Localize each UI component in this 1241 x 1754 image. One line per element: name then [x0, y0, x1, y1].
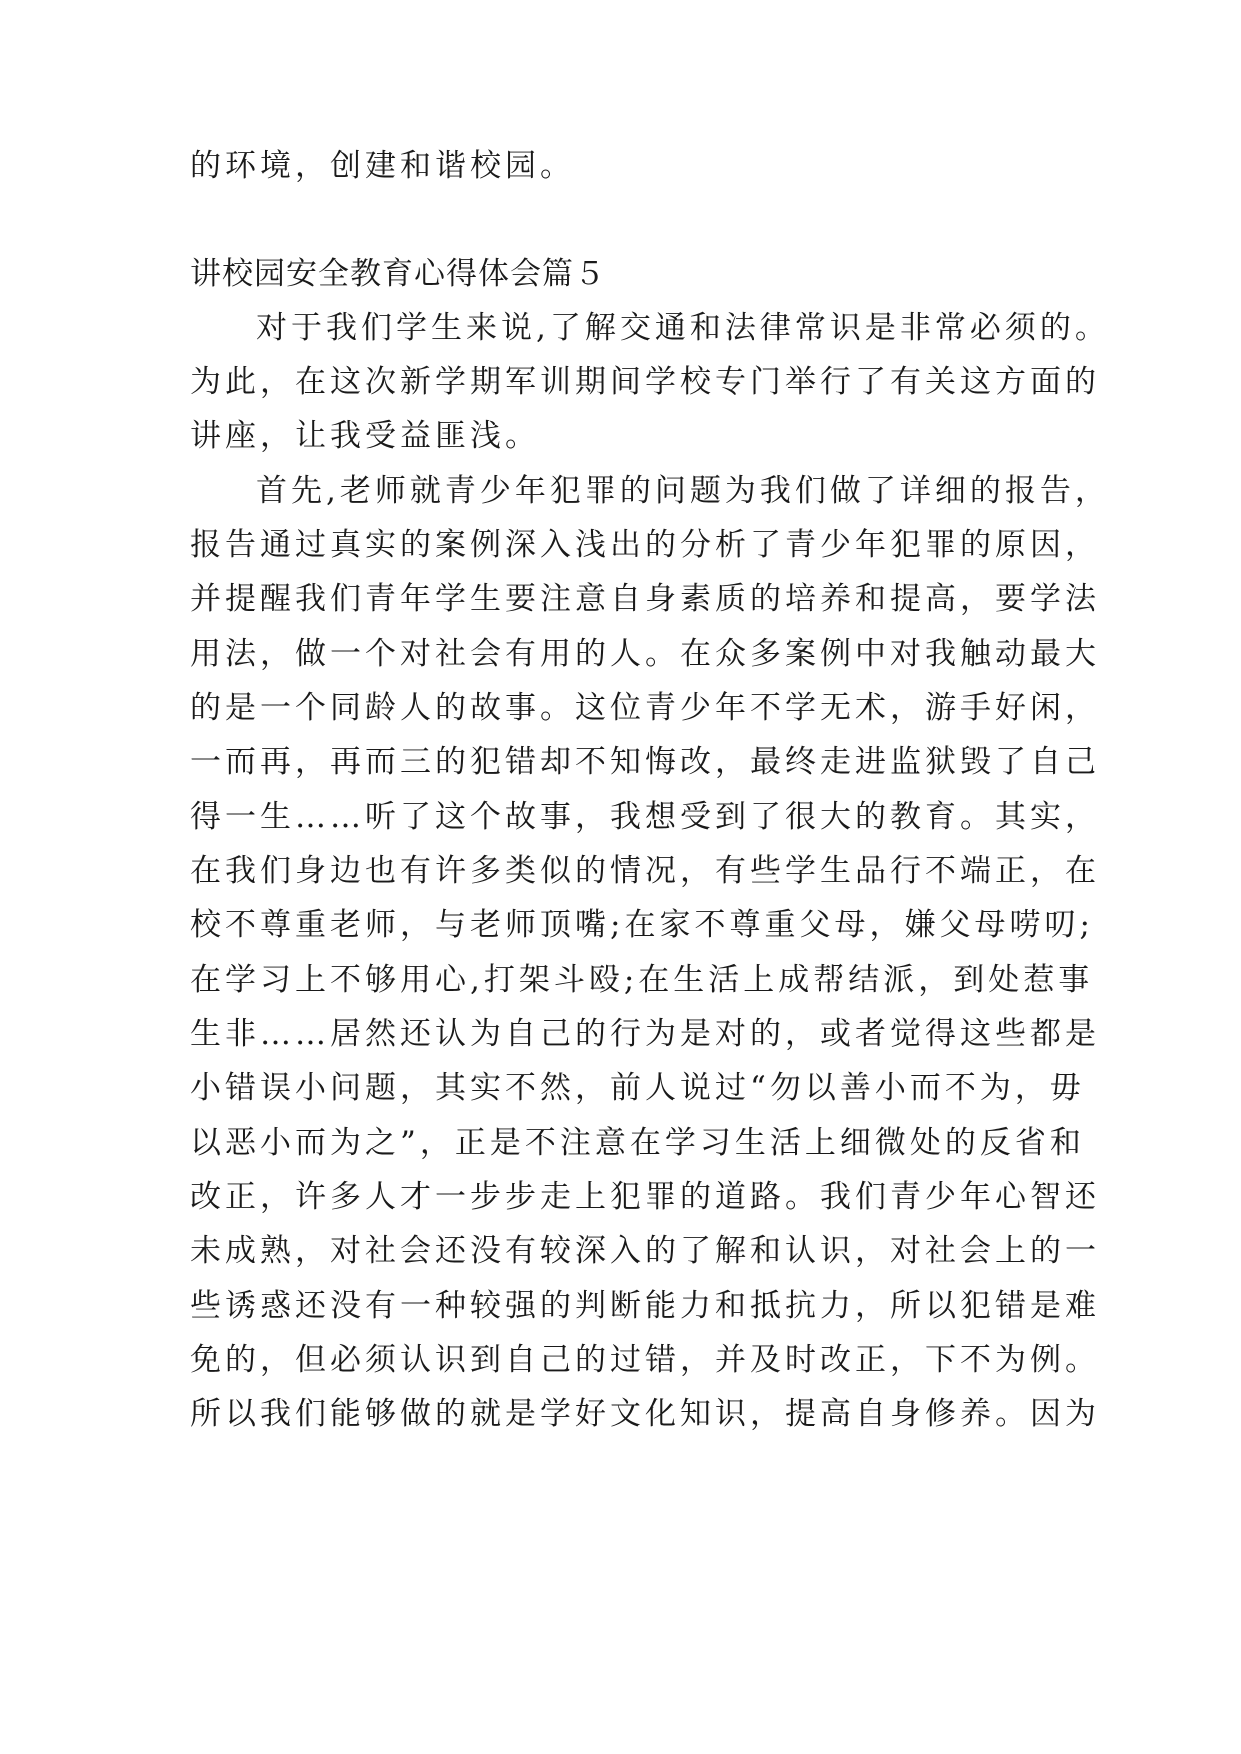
paragraph-line: 为此，在这次新学期军训期间学校专门举行了有关这方面的 — [190, 364, 1100, 400]
paragraph-line: 报告通过真实的案例深入浅出的分析了青少年犯罪的原因， — [190, 527, 1100, 563]
paragraph-line: 得一生……听了这个故事，我想受到了很大的教育。其实， — [190, 799, 1100, 835]
paragraph-line: 改正，许多人才一步步走上犯罪的道路。我们青少年心智还 — [190, 1179, 1100, 1215]
paragraph-line: 的是一个同龄人的故事。这位青少年不学无术，游手好闲， — [190, 690, 1100, 726]
section-title: 讲校园安全教育心得体会篇５ — [190, 256, 606, 292]
paragraph-line: 讲座，让我受益匪浅。 — [190, 418, 540, 454]
paragraph-line: 在我们身边也有许多类似的情况，有些学生品行不端正，在 — [190, 853, 1100, 889]
paragraph-line: 未成熟，对社会还没有较深入的了解和认识，对社会上的一 — [190, 1233, 1100, 1269]
paragraph-line: 以恶小而为之”，正是不注意在学习生活上细微处的反省和 — [190, 1125, 1085, 1161]
paragraph-line: 生非……居然还认为自己的行为是对的，或者觉得这些都是 — [190, 1016, 1100, 1052]
paragraph-line: 首先,老师就青少年犯罪的问题为我们做了详细的报告， — [256, 473, 1110, 509]
paragraph-line: 些诱惑还没有一种较强的判断能力和抵抗力，所以犯错是难 — [190, 1288, 1100, 1324]
paragraph-line: 在学习上不够用心,打架斗殴;在生活上成帮结派，到处惹事 — [190, 962, 1094, 998]
paragraph-line: 一而再，再而三的犯错却不知悔改，最终走进监狱毁了自己 — [190, 744, 1100, 780]
paragraph-line: 小错误小问题，其实不然，前人说过“勿以善小而不为，毋 — [190, 1070, 1085, 1106]
paragraph-line: 对于我们学生来说,了解交通和法律常识是非常必须的。 — [256, 310, 1110, 346]
previous-paragraph-end: 的环境，创建和谐校园。 — [190, 148, 575, 184]
paragraph-line: 所以我们能够做的就是学好文化知识，提高自身修养。因为 — [190, 1396, 1100, 1432]
paragraph-line: 用法，做一个对社会有用的人。在众多案例中对我触动最大 — [190, 636, 1100, 672]
paragraph-line: 校不尊重老师，与老师顶嘴;在家不尊重父母，嫌父母唠叨; — [190, 907, 1094, 943]
paragraph-line: 并提醒我们青年学生要注意自身素质的培养和提高，要学法 — [190, 581, 1100, 617]
paragraph-line: 免的，但必须认识到自己的过错，并及时改正，下不为例。 — [190, 1342, 1100, 1378]
